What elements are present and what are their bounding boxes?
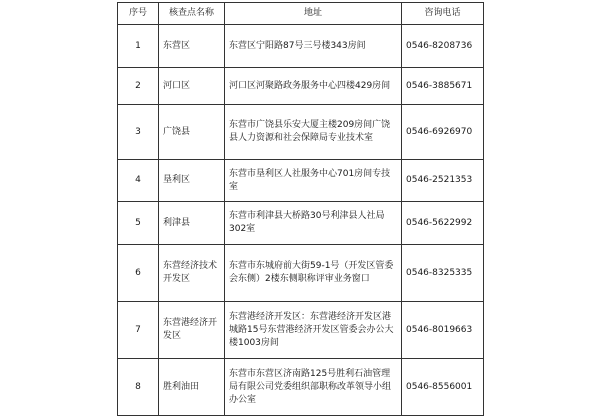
checkpoint-name: 河口区: [159, 68, 225, 105]
checkpoint-name: 利津县: [159, 202, 225, 245]
checkpoint-address: 东营区宁阳路87号三号楼343房间: [225, 25, 402, 68]
row-number: 4: [118, 160, 159, 202]
checkpoint-address: 东营市利津县大桥路30号利津县人社局302室: [225, 202, 402, 245]
checkpoint-address: 东营市垦利区人社服务中心701房间专技室: [225, 160, 402, 202]
table-row: [118, 160, 484, 202]
checkpoint-name: 广饶县: [159, 105, 225, 160]
checkpoint-name: 胜利油田: [159, 359, 225, 416]
checkpoint-phone: 0546-8208736: [402, 25, 484, 68]
checkpoint-address: 东营市东营区济南路125号胜利石油管理局有限公司党委组织部职称改革领导小组办公室: [225, 359, 402, 416]
checkpoint-address: 河口区河聚路政务服务中心四楼429房间: [225, 68, 402, 105]
checkpoint-phone: 0546-8325335: [402, 245, 484, 302]
header-phone: 咨询电话: [402, 3, 484, 25]
checkpoint-name: 垦利区: [159, 160, 225, 202]
checkpoint-name: 东营区: [159, 25, 225, 68]
checkpoint-phone: 0546-2521353: [402, 160, 484, 202]
row-number: 2: [118, 68, 159, 105]
row-number: 5: [118, 202, 159, 245]
header-no: 序号: [118, 3, 159, 25]
checkpoint-address: 东营市东城府前大街59-1号（开发区管委会东侧）2楼东侧职称评审业务窗口: [225, 245, 402, 302]
checkpoint-phone: 0546-8556001: [402, 359, 484, 416]
row-number: 3: [118, 105, 159, 160]
table-row: [118, 202, 484, 245]
checkpoint-address: 东营市广饶县乐安大厦主楼209房间广饶县人力资源和社会保障局专业技术室: [225, 105, 402, 160]
table-row: [118, 68, 484, 105]
checkpoint-phone: 0546-8019663: [402, 302, 484, 359]
row-number: 8: [118, 359, 159, 416]
table-row: [118, 302, 484, 359]
table-row: [118, 105, 484, 160]
checkpoint-phone: 0546-5622992: [402, 202, 484, 245]
row-number: 7: [118, 302, 159, 359]
checkpoint-phone: 0546-6926970: [402, 105, 484, 160]
table-row: [118, 245, 484, 302]
checkpoint-name: 东营经济技术开发区: [159, 245, 225, 302]
contact-table: [117, 2, 484, 416]
checkpoint-name: 东营港经济开发区: [159, 302, 225, 359]
table-row: [118, 359, 484, 416]
checkpoint-address: 东营港经济开发区：东营港经济开发区港城路15号东营港经济开发区管委会办公大楼1003房间: [225, 302, 402, 359]
header-name: 核查点名称: [159, 3, 225, 25]
table-row: [118, 25, 484, 68]
header-row: [118, 3, 484, 25]
header-address: 地址: [225, 3, 402, 25]
row-number: 1: [118, 25, 159, 68]
checkpoint-phone: 0546-3885671: [402, 68, 484, 105]
row-number: 6: [118, 245, 159, 302]
